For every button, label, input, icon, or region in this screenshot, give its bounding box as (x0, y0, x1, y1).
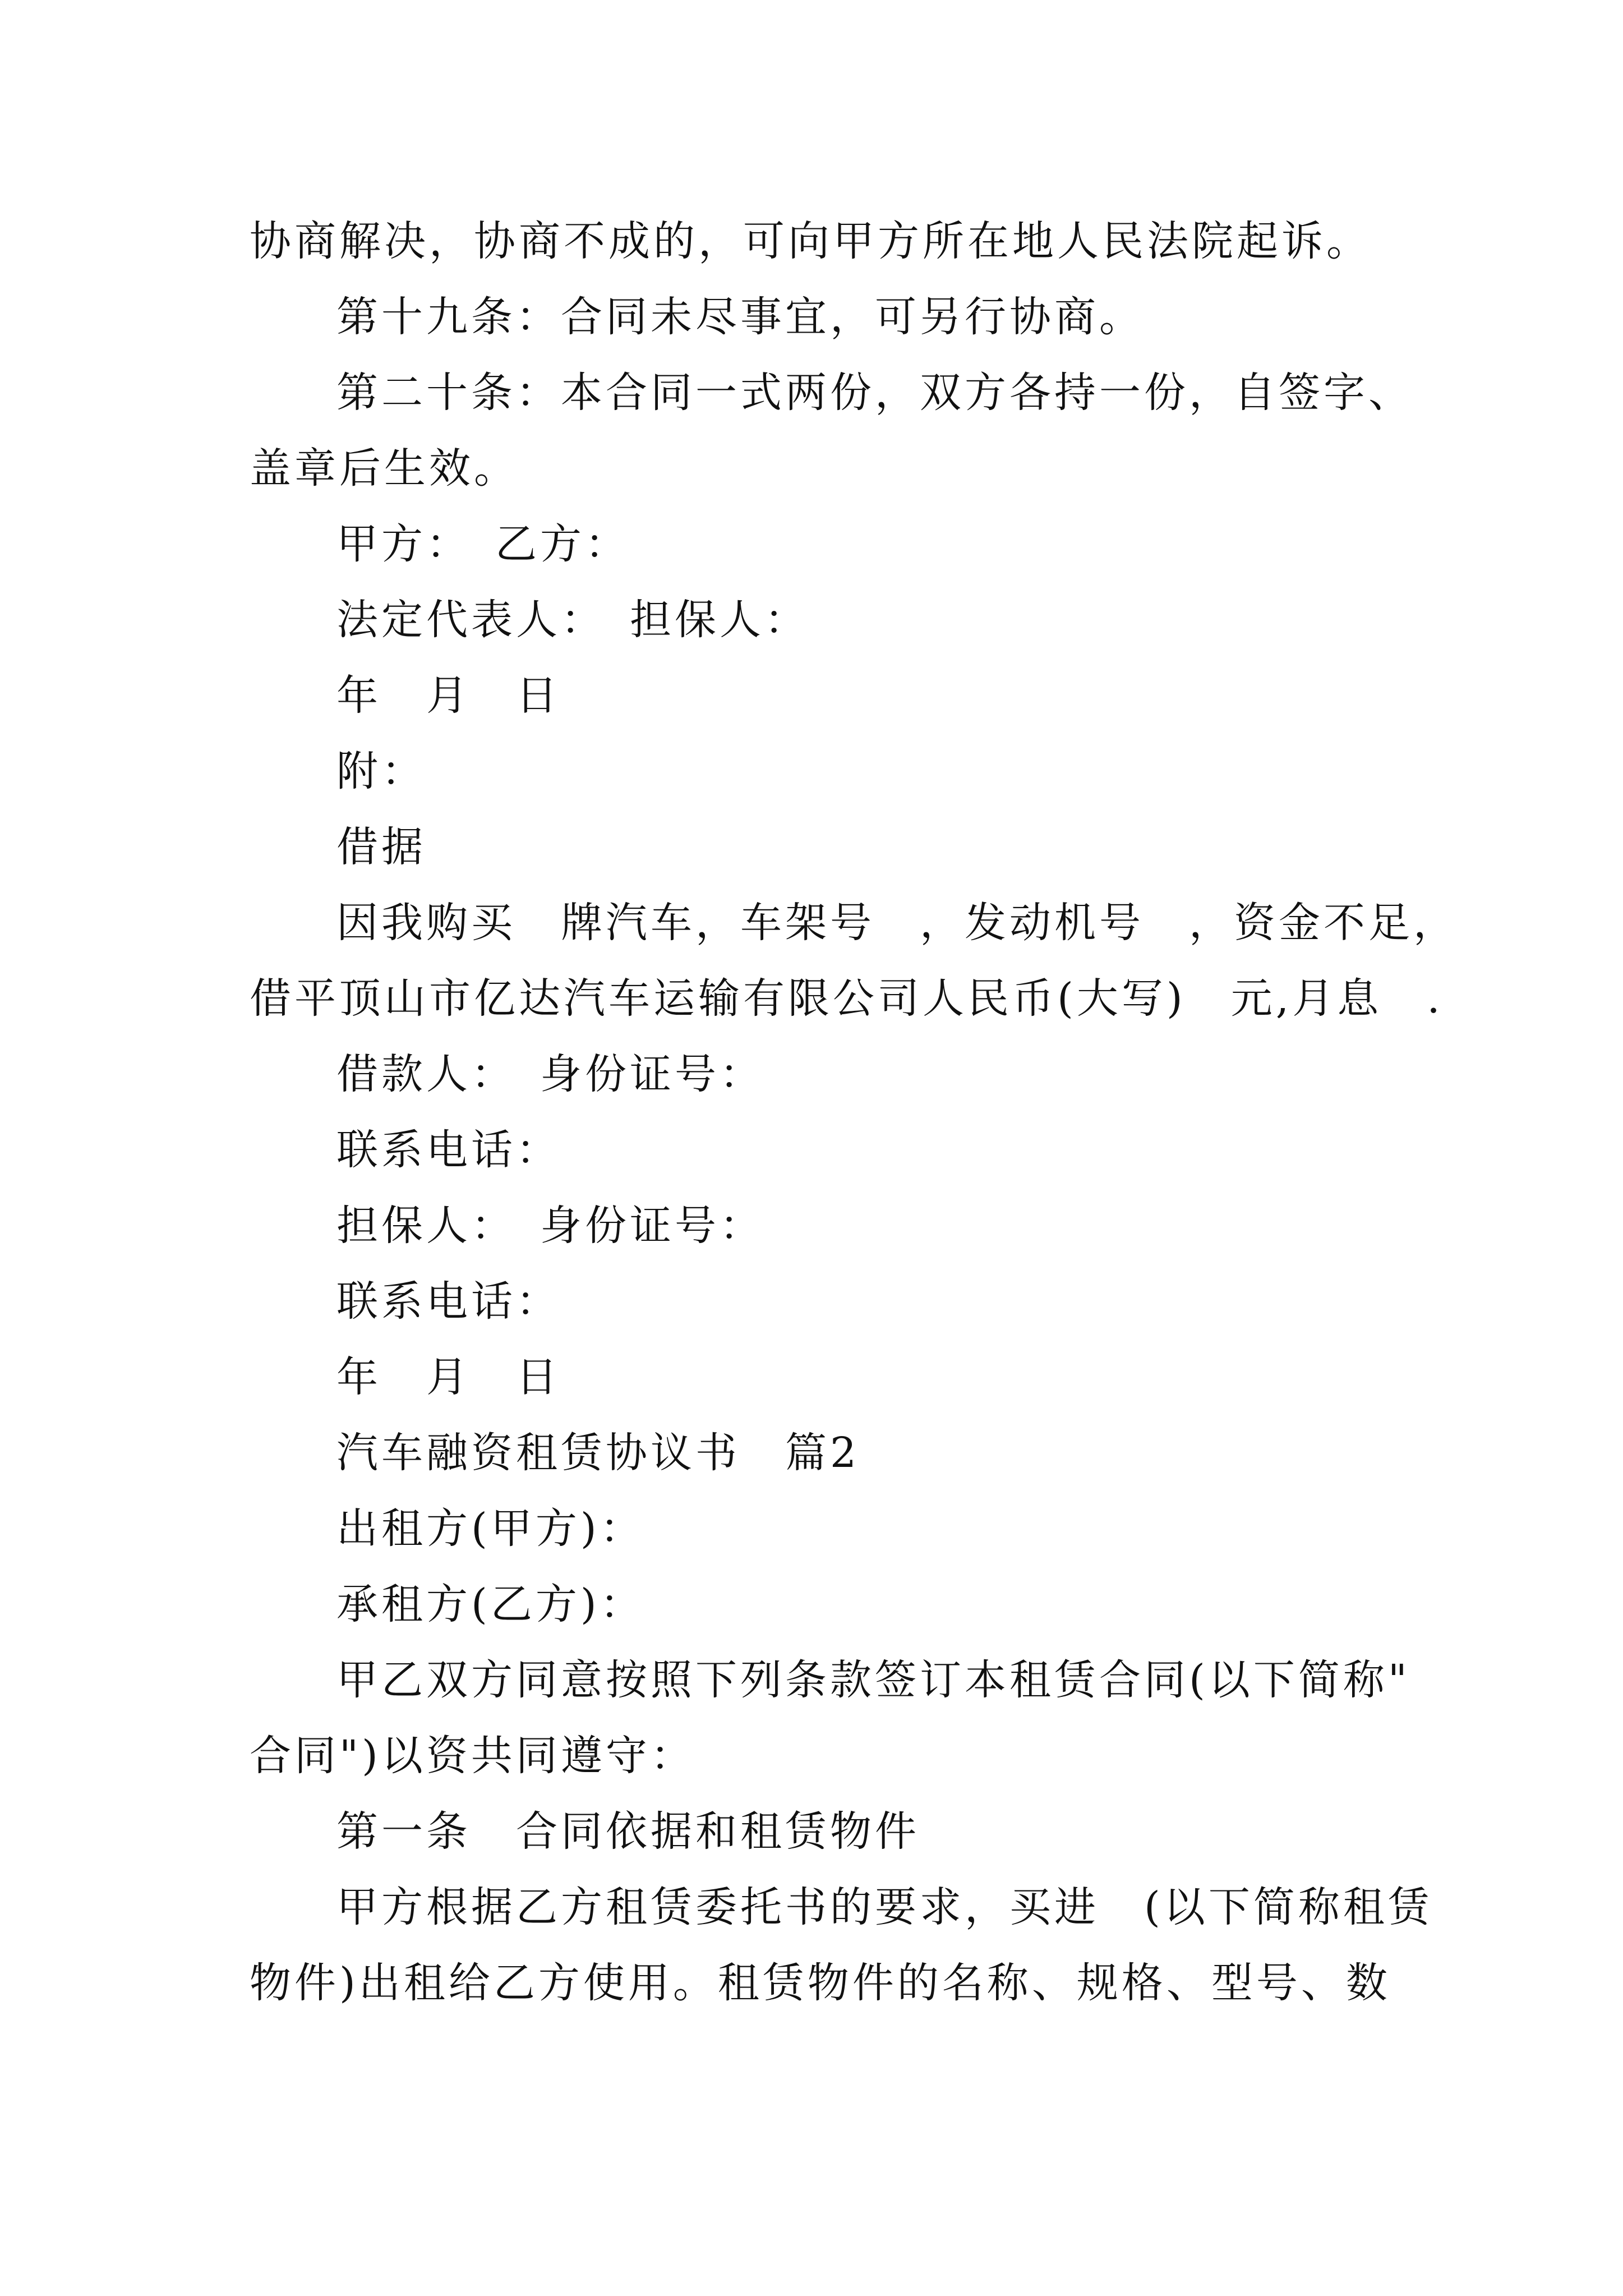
paragraph-line: 盖章后生效。 (250, 444, 519, 493)
lessee-line: 承租方(乙方)： (336, 1580, 645, 1628)
attachment-label: 附： (336, 747, 426, 795)
article-1-body: 甲方根据乙方租赁委托书的要求，买进 (以下简称租赁 (336, 1883, 1433, 1931)
iou-body: 因我购买 牌汽车，车架号 ，发动机号 ，资金不足， (336, 899, 1458, 947)
article-1-body-continued: 物件)出租给乙方使用。租赁物件的名称、规格、型号、数 (250, 1959, 1391, 2007)
article-19: 第十九条：合同未尽事宜，可另行协商。 (336, 293, 1144, 341)
iou-title: 借据 (336, 823, 426, 871)
section-heading: 汽车融资租赁协议书 篇2 (336, 1429, 860, 1477)
article-1-heading: 第一条 合同依据和租赁物件 (336, 1807, 920, 1856)
guarantor-line: 担保人： 身份证号： (336, 1202, 764, 1250)
contract-intro-continued: 合同")以资共同遵守： (250, 1732, 695, 1780)
phone-line: 联系电话： (336, 1277, 561, 1326)
signature-parties: 甲方： 乙方： (336, 520, 630, 568)
contract-intro: 甲乙双方同意按照下列条款签订本租赁合同(以下简称" (336, 1656, 1410, 1704)
phone-line: 联系电话： (336, 1126, 561, 1174)
borrower-line: 借款人： 身份证号： (336, 1050, 764, 1098)
paragraph-line: 协商解决，协商不成的，可向甲方所在地人民法院起诉。 (250, 217, 1371, 265)
date-line: 年 月 日 (336, 1353, 561, 1401)
iou-body-continued: 借平顶山市亿达汽车运输有限公司人民币(大写) 元,月息 . (250, 974, 1444, 1023)
article-20: 第二十条：本合同一式两份，双方各持一份，自签字、 (336, 369, 1413, 417)
signature-representatives: 法定代表人： 担保人： (336, 596, 809, 644)
date-line: 年 月 日 (336, 671, 561, 720)
lessor-line: 出租方(甲方)： (336, 1504, 645, 1553)
